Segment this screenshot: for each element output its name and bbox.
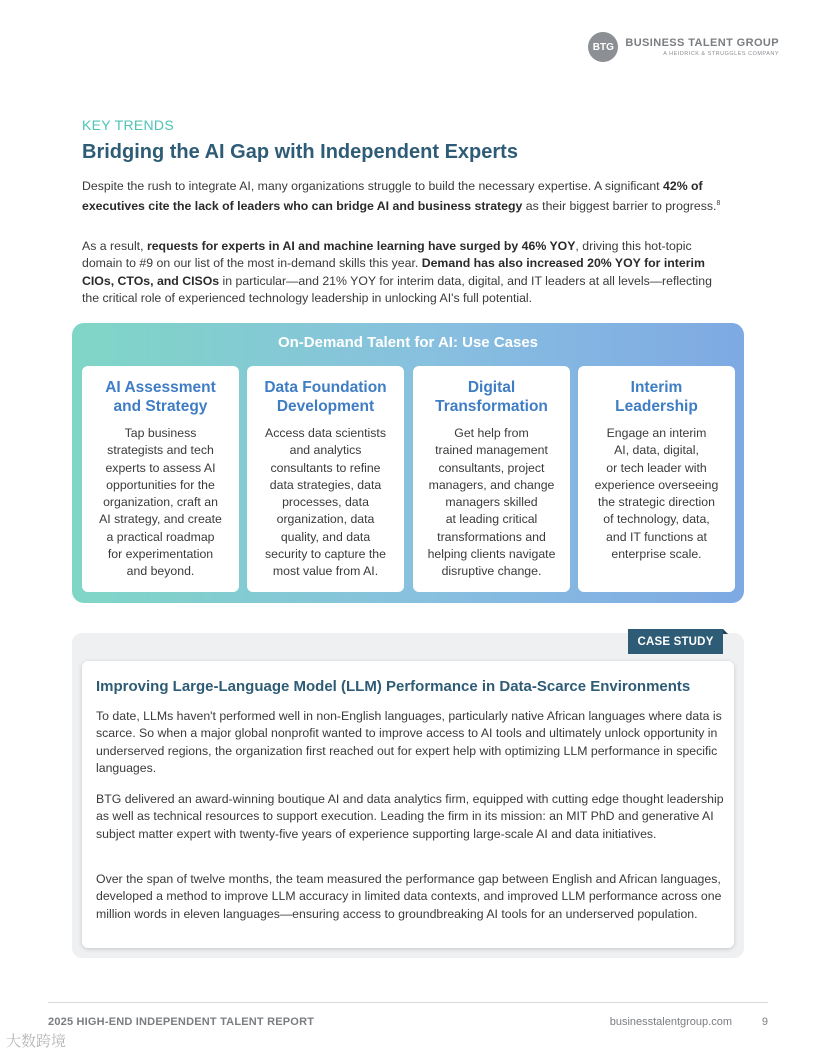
case-study-title: Improving Large-Language Model (LLM) Performance in Data-Scarce Environments: [96, 678, 691, 695]
use-case-card: [413, 366, 570, 592]
section-kicker: KEY TRENDS: [82, 117, 174, 133]
use-case-text: Access data scientists and analytics consultants to refine data strategies, data processes, data organization, data quality, and data security to capture the most value from AI.: [265, 426, 386, 579]
watermark: 大数跨境: [6, 1033, 67, 1050]
use-cases-title: On-Demand Talent for AI: Use Cases: [277, 334, 539, 351]
case-study-badge: CASE STUDY: [628, 629, 723, 654]
case-study-paragraph: Over the span of twelve months, the team measured the performance gap between English and African languages, developed a method to improve LLM accuracy in limited data contexts, and improved LLM performance across one million words in eleven languages—ensuring access to groundbreaking AI tools for an underserved population.: [96, 872, 722, 921]
brand-tagline: A HEIDRICK & STRUGGLES COMPANY: [663, 51, 779, 57]
page-number: 9: [761, 1016, 768, 1028]
brand-name: BUSINESS TALENT GROUP: [625, 37, 779, 49]
footer-report-title: 2025 HIGH-END INDEPENDENT TALENT REPORT: [48, 1016, 315, 1028]
case-study-card: [82, 661, 734, 948]
footnote-ref: 8: [716, 200, 721, 208]
use-case-card: [578, 366, 735, 592]
use-case-text: Engage an interim AI, data, digital, or tech leader with experience overseeing the strategic direction of technology, data, and IT functions at enterprise scale.: [594, 426, 719, 562]
logo-mark: BTG: [588, 32, 618, 62]
footer-url[interactable]: businesstalentgroup.com: [609, 1016, 732, 1028]
use-case-card: [82, 366, 239, 592]
use-case-title: Data Foundation Development: [264, 379, 387, 415]
use-cases-panel: [72, 323, 744, 603]
use-case-text: Get help from trained management consultants, project managers, and change managers skilled at leading critical transformations and helping clients navigate disruptive change.: [427, 426, 556, 579]
page-title: Bridging the AI Gap with Independent Experts: [82, 141, 518, 163]
intro-paragraph-1: Despite the rush to integrate AI, many organizations struggle to build the necessary expertise. A significant 42% of executives cite the lack of leaders who can bridge AI and business strategy as their biggest barrier to progress.$^8$: [82, 179, 721, 214]
case-study-paragraph: To date, LLMs haven't performed well in non-English languages, particularly native African languages where data is scarce. So when a major global nonprofit wanted to improve access to AI tools and ultimately unlock opportunity in underserved regions, the organization first reached out for expert help with optimizing LLM performance in specific languages.: [96, 709, 722, 776]
use-case-card: [247, 366, 404, 592]
footer-divider: [48, 1002, 768, 1003]
brand-logo: [588, 32, 779, 62]
case-study-paragraph: BTG delivered an award-winning boutique AI and data analytics firm, equipped with cutting edge thought leadership as well as technical resources to support execution. Leading the firm in its mission: an MIT PhD and generative AI subject matter expert with twenty-five years of experience supporting large-scale AI and data initiatives.: [96, 792, 724, 841]
use-case-title: Digital Transformation: [435, 379, 548, 415]
use-case-text: Tap business strategists and tech experts to assess AI opportunities for the organization, craft an AI strategy, and create a practical roadmap for experimentation and beyond.: [99, 426, 222, 579]
use-case-title: Interim Leadership: [615, 379, 698, 415]
use-case-title: AI Assessment and Strategy: [105, 379, 216, 415]
intro-paragraph-2: As a result, requests for experts in AI and machine learning have surged by 46% YOY, driving this hot-topic domain to #9 on our list of the most in-demand skills this year. Demand has also increased 20% YOY for interim CIOs, CTOs, and CISOs in particular—and 21% YOY for interim data, digital, and IT leaders at all levels—reflecting the critical role of experienced technology leadership in unlocking AI's full potential.: [82, 239, 712, 306]
